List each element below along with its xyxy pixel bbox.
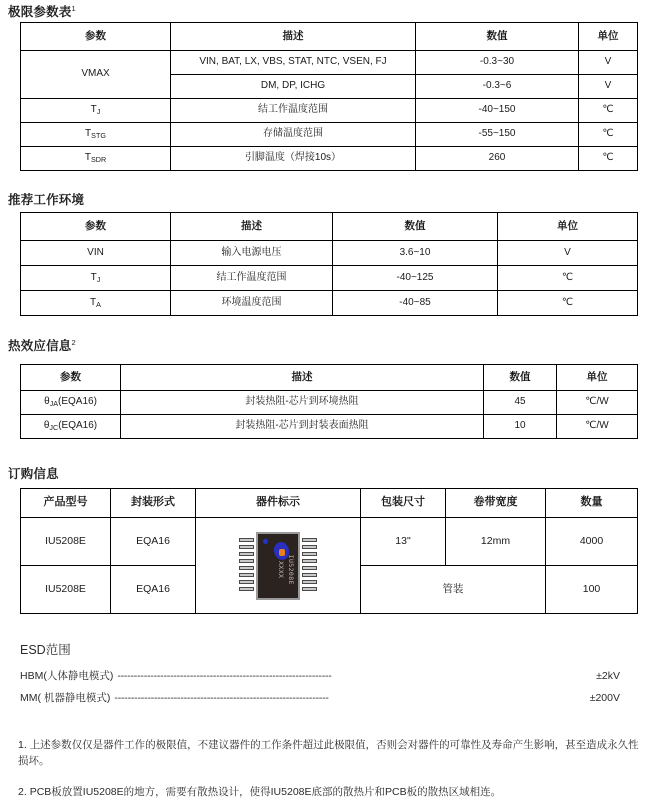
param-symbol: θ [43,420,50,432]
footnote-number: 1. [18,739,27,751]
cell-tube-packaging: 管装 [361,566,546,614]
cell-reel-size: 13" [361,518,446,566]
table-header-row [21,23,638,51]
table-header-row [21,213,638,241]
cell-value: -0.3~6 [416,75,579,99]
cell-tape-width: 12mm [446,518,546,566]
cell-desc: 封装热阻-芯片到封装表面热阻 [121,415,484,439]
column-header-param: 参数 [21,23,171,51]
cell-desc: VIN, BAT, LX, VBS, STAT, NTC, VSEN, FJ [171,51,416,75]
cell-param [21,415,121,439]
cell-value: -0.3~30 [416,51,579,75]
cell-value: 45 [484,391,557,415]
column-header-quantity: 数量 [546,489,638,518]
cell-value: -55~150 [416,123,579,147]
esd-leader-dashes: ----------------------------------------------------------------- [114,691,329,704]
chip-package-diagram [238,530,318,602]
param-symbol: T [90,104,97,116]
table-row [21,415,638,439]
column-header-unit: 单位 [498,213,638,241]
table-recommended-operating-conditions [20,212,638,316]
cell-unit: ℃/W [557,415,638,439]
cell-desc: 引脚温度（焊接10s） [171,147,416,171]
column-header-model: 产品型号 [21,489,111,518]
cell-param [21,241,171,266]
column-header-marking: 器件标示 [196,489,361,518]
column-header-unit: 单位 [579,23,638,51]
chip-marking-line2: XXXX [277,560,285,578]
cell-desc: DM, DP, ICHG [171,75,416,99]
column-header-package: 封装形式 [111,489,196,518]
table-thermal-information [20,364,638,439]
esd-label-mm: MM( 机器静电模式) [20,692,111,704]
cell-value: 260 [416,147,579,171]
table-header-row [21,365,638,391]
chip-marking-line1: IU5208E [286,554,295,585]
column-header-value: 数值 [416,23,579,51]
column-header-desc: 描述 [121,365,484,391]
table-row [21,266,638,291]
param-subscript: J [96,274,101,284]
param-subscript: STG [91,131,106,141]
table-row [21,99,638,123]
section-title-text: 极限参数表 [8,5,72,19]
cell-desc: 输入电源电压 [171,241,333,266]
cell-param [21,123,171,147]
cell-model: IU5208E [21,518,111,566]
cell-desc: 环境温度范围 [171,291,333,316]
section-heading-esd-range [20,640,71,658]
param-subscript: JA [49,399,59,409]
esd-leader-dashes: ----------------------------------------------------------------- [117,669,332,682]
column-header-value: 数值 [484,365,557,391]
table-row [21,123,638,147]
column-header-param: 参数 [21,213,171,241]
table-row [21,291,638,316]
footnote-text: 上述参数仅仅是器件工作的极限值，不建议器件的工作条件超过此极限值，否则会对器件的可靠性及寿命产生影响，甚至造成永久性损坏。 [18,739,639,767]
param-subscript: SDR [90,155,107,165]
cell-unit: V [579,75,638,99]
cell-param: VMAX [21,51,171,99]
param-symbol: T [90,271,97,283]
footnote-marker: 2 [71,337,76,347]
param-package-suffix: (EQA16) [58,396,97,408]
cell-unit: ℃ [498,291,638,316]
cell-unit: ℃ [579,123,638,147]
cell-model: IU5208E [21,566,111,614]
cell-quantity: 100 [546,566,638,614]
column-header-desc: 描述 [171,23,416,51]
section-title-text: 热效应信息 [8,339,72,353]
param-subscript: J [96,107,101,117]
cell-desc: 结工作温度范围 [171,266,333,291]
cell-param [21,291,171,316]
column-header-param: 参数 [21,365,121,391]
column-header-tape-width: 卷带宽度 [446,489,546,518]
table-header-row [21,489,638,518]
section-heading-thermal-information [8,336,76,354]
esd-value-hbm: ±2kV [596,669,620,682]
column-header-desc: 描述 [171,213,333,241]
footnote-1 [18,738,642,770]
param-symbol: T [84,152,91,164]
esd-row-mm [20,690,620,705]
table-row [21,51,638,75]
cell-param [21,99,171,123]
footnote-2 [18,785,642,801]
footnote-marker: 1 [71,3,76,13]
footnote-text: PCB板放置IU5208E的地方，需要有散热设计，使得IU5208E底部的散热片和PCB板的散热区域相连。 [29,786,502,798]
table-row [21,147,638,171]
section-title-text: ESD范围 [20,643,71,657]
column-header-unit: 单位 [557,365,638,391]
cell-unit: V [579,51,638,75]
cell-unit: ℃/W [557,391,638,415]
param-symbol: T [90,296,97,308]
cell-device-marking-image [196,518,361,614]
param-symbol: θ [44,396,50,408]
column-header-value: 数值 [333,213,498,241]
section-heading-recommended-operating [8,190,84,208]
section-title-text: 推荐工作环境 [8,193,85,207]
esd-label-hbm: HBM(人体静电模式) [20,670,114,682]
param-package-suffix: (EQA16) [58,420,98,432]
cell-param [21,266,171,291]
footnote-number: 2. [18,786,27,798]
cell-desc: 封装热阻-芯片到环境热阻 [121,391,484,415]
cell-unit: ℃ [579,147,638,171]
cell-value: 10 [484,415,557,439]
cell-value: -40~125 [333,266,498,291]
cell-unit: V [498,241,638,266]
cell-desc: 存储温度范围 [171,123,416,147]
cell-value: -40~150 [416,99,579,123]
cell-value: 3.6~10 [333,241,498,266]
cell-param [21,391,121,415]
param-subscript: JC [49,423,59,433]
table-row [21,241,638,266]
column-header-reel-size: 包装尺寸 [361,489,446,518]
chip-marking-text [275,552,295,586]
cell-value: -40~85 [333,291,498,316]
cell-unit: ℃ [498,266,638,291]
section-heading-absolute-maximum [8,2,76,20]
param-subscript: A [96,299,101,309]
cell-package: EQA16 [111,518,196,566]
cell-unit: ℃ [579,99,638,123]
table-row [21,518,638,566]
param-symbol: T [85,128,92,140]
section-title-text: 订购信息 [8,467,59,481]
param-symbol: VIN [87,246,104,258]
table-row [21,391,638,415]
cell-desc: 结工作温度范围 [171,99,416,123]
cell-package: EQA16 [111,566,196,614]
table-absolute-maximum-ratings [20,22,638,171]
table-ordering-information [20,488,638,614]
cell-quantity: 4000 [546,518,638,566]
cell-param [21,147,171,171]
esd-value-mm: ±200V [589,691,620,704]
pin1-dot-icon [263,539,268,544]
section-heading-ordering-information [8,464,59,482]
esd-row-hbm [20,668,620,683]
